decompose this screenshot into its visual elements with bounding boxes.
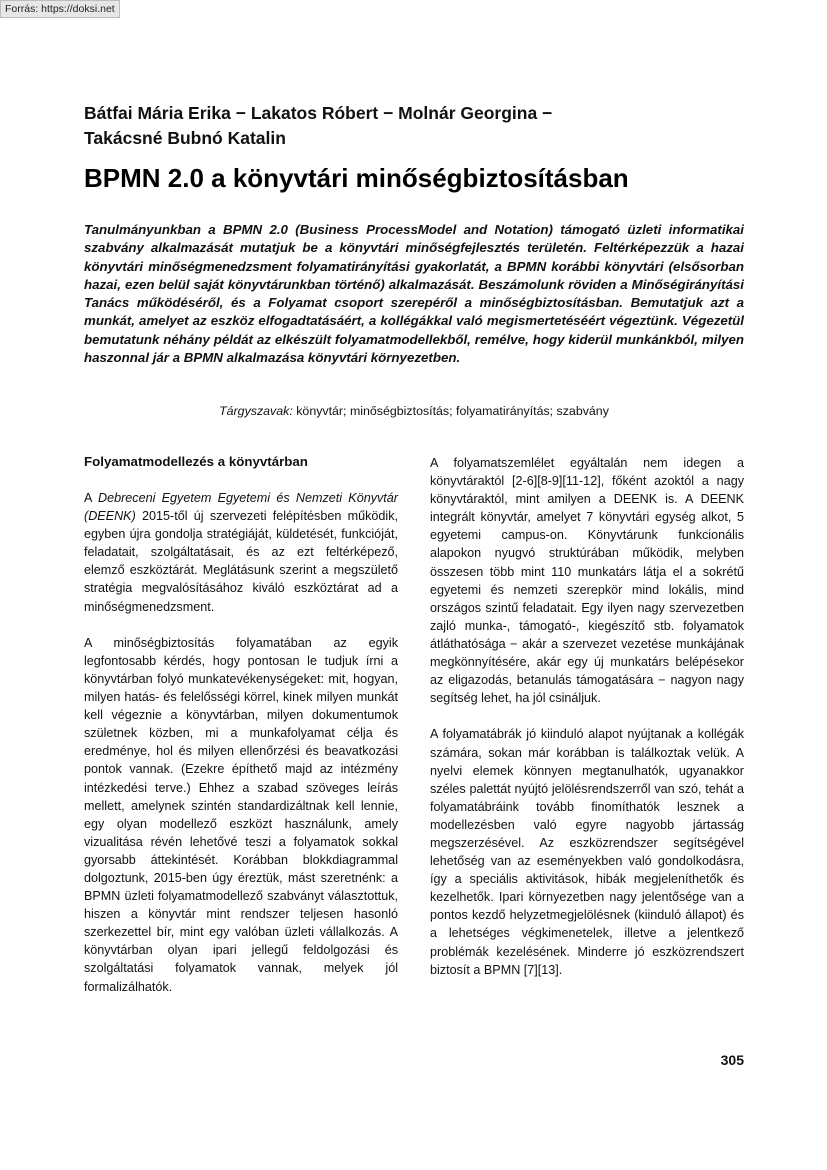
left-column	[84, 453, 398, 1014]
authors	[84, 101, 744, 151]
authors-line-2: Takácsné Bubnó Katalin	[84, 128, 286, 148]
authors-line-1: Bátfai Mária Erika − Lakatos Róbert − Molnár Georgina −	[84, 103, 553, 123]
section-heading: Folyamatmodellezés a könyvtárban	[84, 454, 308, 469]
abstract: Tanulmányunkban a BPMN 2.0 (Business ProcessModel and Notation) támogató üzleti informatikai szabvány alkalmazását mutatjuk be a könyvtári minőségfejlesztés területén. Feltérképezzük a hazai könyvtári minőségmenedzsment folyamatirányítási gyakorlatát, a BPMN korábbi könyvtári (elsősorban hazai, ezen belül saját könyvtárunkban történő) alkalmazását. Beszámolunk röviden a Minőségirányítási Tanács működéséről, és a Folyamat csoport szerepéről a minőségbiztosításban. Bemutatjuk azt a munkát, amelyet az eszköz elfogadtatásáért, a kollégákkal való megismertetéséért végeztünk. Végezetül bemutatunk néhány példát az elkészült folyamatmodellekből, remélve, hogy kiderül munkánkból, milyen haszonnal jár a BPMN alkalmazása könyvtári környezetben.	[84, 222, 744, 366]
keywords-label: Tárgyszavak:	[219, 404, 293, 418]
keywords	[84, 402, 744, 420]
keywords-list: könyvtár; minőségbiztosítás; folyamatirányítás; szabvány	[296, 404, 609, 418]
paper-title: BPMN 2.0 a könyvtári minőségbiztosításban	[84, 163, 629, 193]
right-paragraph-2: A folyamatábrák jó kiinduló alapot nyújtanak a kollégák számára, sokan már korábban is találkoztak velük. A nyelvi elemek könnyen megtanulhatók, ugyanakkor széles palettát nyújtó jelölésrendszerről van szó, tehát a folyamatábráink tovább finomíthatók lesznek a modellezésben való egyre nagyobb jártasság megszerzésével. Az eszközrendszer segítségével lehetőség van az eseményekben való gondolkodásra, így a speciális aktivitások, hibák megjeleníthetők és kezelhetők. Ipari környezetben nagy jelentősége van a pontos kezdő helyzetmegjelölésnek (kiinduló állapot) és a lehetséges végkimenetelek, illetve a jelentkező problémák kezelésének. Minderre jó eszközrendszert biztosít a BPMN [7][13].	[430, 727, 744, 977]
right-column	[430, 454, 744, 997]
page-number: 305	[720, 1052, 744, 1068]
left-paragraph-2: A minőségbiztosítás folyamatában az egyik legfontosabb kérdés, hogy pontosan le tudjuk írni a könyvtárban folyó munkatevékenységeket: mit, hogyan, milyen hatás- és felelősségi körrel, kinek milyen munkát kell végeznie a könyvtárban, milyen dokumentumok születnek közben, mi a munkafolyamat célja és eredménye, hol és milyen ellenőrzési és beavatkozási pontok vannak. (Ezekre építhető majd az intézmény intézkedési terve.) Ehhez a szabad szöveges leírás mellett, amelynek szintén standardizáltnak kell lennie, egy olyan modellező eszközt használunk, amely vizualitása révén lehetővé teszi a folyamatok sokkal gyorsabb áttekintését. Korábban blokkdiagrammal dolgoztunk, 2015-ben úgy éreztük, mást szeretnénk: a BPMN üzleti folyamatmodellező szabványt választottuk, hiszen a könyvtár mint rendszer teljesen hasonló szerkezettel bír, mint egy valóban üzleti vállalkozás. A könyvtárban olyan ipari jellegű feldolgozási és szolgáltatási folyamatok vannak, melyek jól formalizálhatók.	[84, 635, 398, 994]
institution-name: Debreceni Egyetem Egyetemi és Nemzeti Könyvtár (DEENK)	[84, 491, 398, 524]
left-paragraph-1: A Debreceni Egyetem Egyetemi és Nemzeti Könyvtár (DEENK) 2015-től új szervezeti felépítésben működik, egyben újra gondolja stratégiáját, küldetését, funkcióját, feladatait, szolgáltatásait, és az ezt feltérképező, elemző eszköztárát. Meglátásunk szerint a megszülető stratégia megvalósításához kiváló eszköztárat ad a minőségmenedzsment.	[84, 491, 398, 614]
source-label: Forrás: https://doksi.net	[0, 0, 120, 18]
right-paragraph-1: A folyamatszemlélet egyáltalán nem idegen a könyvtáraktól [2-6][8-9][11-12], főként azoktól a nagy könyvtáraktól, mint amilyen a DEENK is. A DEENK integrált könyvtár, amelyet 7 könyvtári egység alkot, 5 egyetemi campus-on. Könyvtárunk funkcionális alapokon nyugvó struktúrában működik, melyben összesen több mint 110 munkatárs látja el a sokrétű egyetemi és nemzeti szerepkör mind lokális, mind országos szintű feladatait. Egy ilyen nagy szervezetben zajló munka-, támogató-, kiegészítő stb. folyamatok átláthatósága − akár a szervezet vezetése munkájának megkönnyítésére, akár egy új munkatárs belépésekor az eligazodás, betanulás támogatására − nagyon nagy segítség lehet, ha jól csináljuk.	[430, 456, 744, 706]
